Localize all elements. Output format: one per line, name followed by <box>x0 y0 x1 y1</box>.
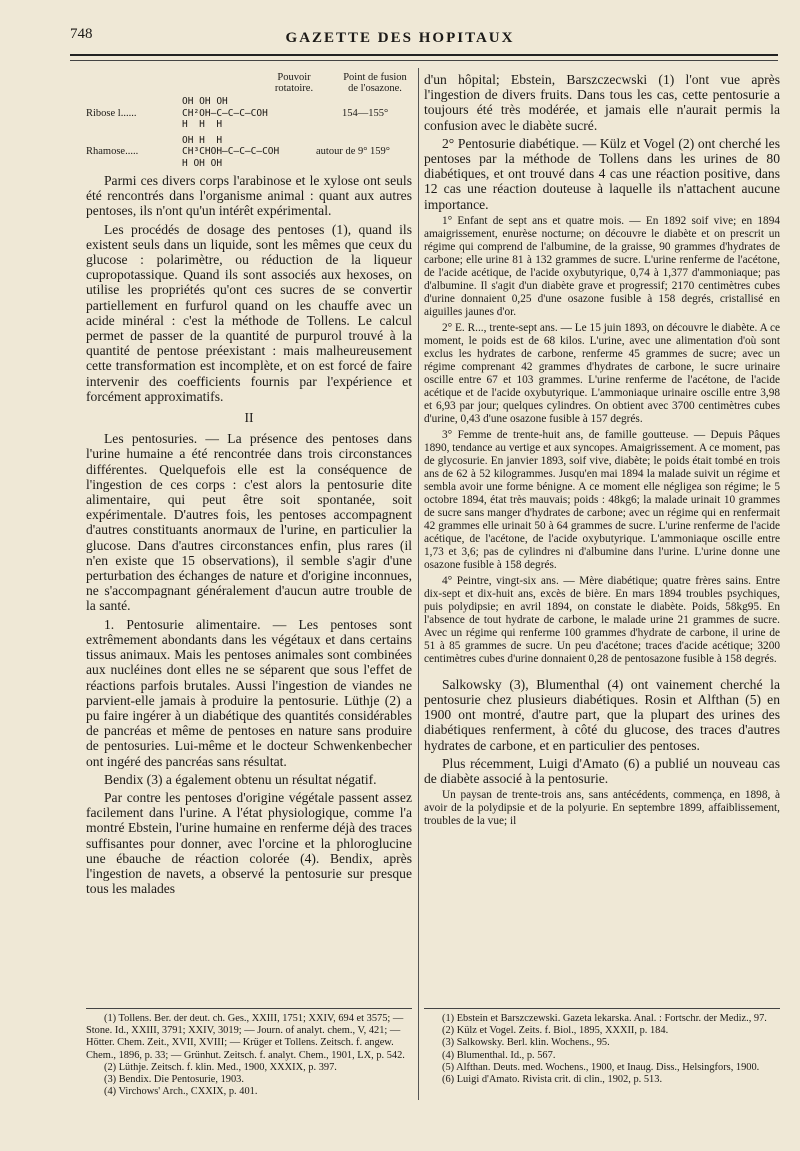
footnote: (3) Bendix. Die Pentosurie, 1903. <box>104 1074 244 1086</box>
column-divider <box>418 68 419 1100</box>
ribose-value: 154—155° <box>342 107 389 119</box>
rotatory-power-heading: Pouvoir rotatoire. <box>274 72 314 94</box>
rhamnose-value: autour de 9° 159° <box>316 146 391 157</box>
ribose-formula <box>86 96 412 131</box>
section-gap <box>424 669 780 677</box>
right-footnotes <box>424 1008 780 1086</box>
page-number: 748 <box>70 26 93 42</box>
rhamnose-top-groups: OH H H <box>182 134 223 146</box>
paragraph: 1. Pentosurie alimentaire. — Les pentoses sont extrêmement abondants dans les végétaux et dans certains tissus animaux. Mais les pentoses animales sont combinées aux nucléines dont elles ne se séparent que sous l'effet de réactions parfois brutales. Aussi l'ingestion de viandes ne parvient-elle jamais à produire la pentosurie. Lüthje (2) a pu faire ingérer à un diabétique des quantités considérables de pancréas et même de pentoses en nature sans produire de pentosuries. Lui-même et le docteur Schwenkenbecher ont ingéré des pancréas sans résultat. <box>86 616 412 769</box>
ribose-structure: CH²OH—C—C—C—COH <box>182 107 268 119</box>
paragraph: 2° Pentosurie diabétique. — Külz et Vogel (2) ont cherché les pentoses par la méthode de Tollens dans les urines de 80 diabétiques, et ont trouvé dans 4 cas une réaction positive, dans 12 cas une réaction douteuse à laquelle ils n'attachent aucune importance. <box>424 135 780 212</box>
header-rule-thin <box>70 60 778 61</box>
rhamnose-label: Rhamose..... <box>86 146 139 157</box>
footnote: (4) Virchows' Arch., CXXIX, p. 401. <box>104 1086 258 1098</box>
ribose-top-groups: OH OH OH <box>182 96 228 107</box>
paragraph: Plus récemment, Luigi d'Amato (6) a publié un nouveau cas de diabète associé à la pentosurie. <box>424 755 780 787</box>
ribose-label: Ribose l...... <box>86 107 137 119</box>
paragraph: Les pentosuries. — La présence des pentoses dans l'urine humaine a été rencontrée dans trois circonstances différentes. Quelquefois elle est la conséquence de l'ingestion de ces corps : c'est alors la pentosurie dite alimentaire, qui peut être soit spontanée, soit expérimentale. D'autres fois, les pentoses accompagnent d'autres constituants anormaux de l'urine, en particulier la glucose. Dans d'autres circonstances enfin, plus rares (il n'en existe que 15 observations), il semble s'agir d'une perturbation des échanges de nature et d'origine inconnues, ne s'accompagnant généralement d'aucun autre trouble de la santé. <box>86 431 412 614</box>
case-report: Un paysan de trente-trois ans, sans antécédents, commença, en 1898, à avoir de la polydipsie et de la polyurie. En septembre 1899, affaiblissement, troubles de la vue; il <box>424 789 780 828</box>
footnote: (1) Tollens. Ber. der deut. ch. Ges., XXIII, 1751; XXIV, 694 et 3575; — Stone. Id., XXIII, 3791; XXIV, 3019; — Journ. of analyt. chem., V, 421; — Hötter. Chem. Zeit., XVII, XVIII; — Krüger et Tollens. Zeitsch. f. angew. Chem., 1896, p. 33; — Grünhut. Zeitsch. f. analyt. Chem., 1901, LX, p. 542. <box>86 1013 405 1061</box>
paragraph: Parmi ces divers corps l'arabinose et le xylose ont seuls été rencontrés dans l'organisme animal : quant aux autres pentoses, ils n'ont qu'un intérêt expérimental. <box>86 173 412 219</box>
paragraph: Les procédés de dosage des pentoses (1), quand ils existent seuls dans un liquide, sont les mêmes que ceux du glucose : polarimètre, ou réduction de la liqueur cupropotassique. Quand ils sont associés aux hexoses, on utilise les propriétés qu'ont ces sucres de se convertir partiellement en furfurol quand on les chauffe avec un acide minéral : c'est la méthode de Tollens. Le calcul permet de passer de la quantité de purpurol trouvé à la quantité de pentose préexistant : mais malheureusement cette transformation est incomplète, et on est forcé de faire intervenir des coefficients fournis par l'expérience et forcément approximatifs. <box>86 221 412 404</box>
footnote: (6) Luigi d'Amato. Rivista crit. di clin., 1902, p. 513. <box>442 1074 663 1086</box>
paragraph: Bendix (3) a également obtenu un résultat négatif. <box>104 771 377 787</box>
rhamnose-bottom-groups: H OH OH <box>182 157 223 169</box>
footnote: (4) Blumenthal. Id., p. 567. <box>442 1049 556 1061</box>
case-report: 1° Enfant de sept ans et quatre mois. — En 1892 soif vive; en 1894 amaigrissement, enurèse nocturne; on découvre le diabète et on prescrit un régime qui comprend de l'albumine, de la graisse, 90 grammes d'hydrates de carbone; elle urine 81 à 132 grammes de sucre. L'urine renferme de l'acétone, de l'acide acétique, de l'acide oxybutyrique, 0,74 à 1,377 d'ammoniaque; pas d'albumine. Il s'agit d'un diabète grave et progressif; 2170 centimètres cubes d'urine donnaient 0,25 d'une osazone fusible à 158 degrés, cristallisé en aiguilles jaunes d'or. <box>424 214 780 318</box>
footnote: (2) Külz et Vogel. Zeits. f. Biol., 1895, XXXII, p. 184. <box>442 1025 669 1037</box>
paragraph: d'un hôpital; Ebstein, Barszczecwski (1) l'ont vue après l'ingestion de divers fruits. Dans tous les cas, cette pentosurie a toujours été très modérée, et jamais elle n'aurait permis la confusion avec le diabète sucré. <box>424 72 780 133</box>
left-column <box>86 72 412 899</box>
right-column <box>424 72 780 831</box>
footnote: (1) Ebstein et Barszczewski. Gazeta lekarska. Anal. : Fortschr. der Mediz., 97. <box>442 1013 767 1024</box>
ribose-bottom-groups: H H H <box>182 119 223 130</box>
pentose-table-header <box>86 72 412 94</box>
paragraph: Par contre les pentoses d'origine végétale passent assez facilement dans l'urine. A l'état physiologique, comme l'a montré Ebstein, l'urine humaine en renferme déjà des traces suffisantes pour donner, avec l'orcine et la phloroglucine une ébauche de réaction colorée (4). Bendix, après l'ingestion de navets, a observé la pentosurie sur presque tous les malades <box>86 789 412 897</box>
header-rule-thick <box>70 54 778 56</box>
case-report: 4° Peintre, vingt-six ans. — Mère diabétique; quatre frères sains. Entre dix-sept et dix-huit ans, excès de bière. En mars 1894 troubles psychiques, puis polydipsie; en avril 1894, on constate le diabète. Poids, 58kg95. En l'absence de tout hydrate de carbone, le malade urine 21 grammes de sucre. Avec un régime qui renferme 100 grammes d'hydrate de carbone, il urine de 51 à 85 grammes de sucre. Un peu d'acétone; traces d'acide acétique; 3200 centimètres cubes d'urine donnaient 0,28 de pentosazone fusible à 158 degrés. <box>424 574 780 665</box>
rhamnose-formula <box>86 135 412 170</box>
footnote: (3) Salkowsky. Berl. klin. Wochens., 95. <box>442 1037 610 1049</box>
journal-title: GAZETTE DES HOPITAUX <box>285 30 515 46</box>
footnote-rule <box>424 1008 780 1009</box>
case-report: 3° Femme de trente-huit ans, de famille goutteuse. — Depuis Pâques 1890, tendance au vertige et aux syncopes. Amaigrissement. A ce moment, pas de glycosurie. En janvier 1893, soif vive, diabète; le poids était tombé en trois ans de 62 à 52 kilogrammes. Jusqu'en mai 1894 la malade suivit un régime et sembla avoir une forme bénigne. A ce moment elle négligea son régime; le 5 octobre 1894, état très mauvais; poids : 48kg6; la malade urinait 10 grammes de sucre sans manger d'hydrates de carbone; avec un régime qui en renfermait 42 grammes elle urinait 50 à 64 grammes de sucre. L'urine renferme de l'acide acétique, de l'acétone, de l'acide oxybutyrique. L'ammoniaque oscille entre 1,73 et 3,6; pas de cylindres ni d'albumine dans l'urine. L'urine donne une osazone fusible à 158 degrés. <box>424 428 780 571</box>
left-footnotes <box>86 1008 412 1098</box>
melting-point-heading: Point de fusion de l'osazone. <box>343 72 407 94</box>
rhamnose-structure: CH³CHOH—C—C—C—COH <box>182 146 280 157</box>
footnote-rule <box>86 1008 412 1009</box>
case-report: 2° E. R..., trente-sept ans. — Le 15 juin 1893, on découvre le diabète. A ce moment, le poids est de 68 kilos. L'urine, avec une alimentation d'où sont exclus les hydrates de carbone, renferme 45 grammes de sucre; avec un régime comprenant 42 grammes d'hydrates de carbone, le sucre urinaire oscille entre 67 et 103 grammes. L'urine renferme de l'acétone, de l'acide acétique et de l'acide oxybutyrique. L'ammoniaque urinaire oscille entre 3,98 et 6,93 par jour; quelques cylindres. On obtient avec 3700 centimètres cubes d'urine, 0,43 d'une osazone fusible à 157 degrés. <box>424 321 780 425</box>
footnote: (5) Alfthan. Deuts. med. Wochens., 1900, et Inaug. Diss., Helsingfors, 1900. <box>442 1061 760 1073</box>
footnote: (2) Lüthje. Zeitsch. f. klin. Med., 1900, XXXIX, p. 397. <box>104 1061 337 1073</box>
section-number: II <box>244 410 254 426</box>
paragraph: Salkowsky (3), Blumenthal (4) ont vainement cherché la pentosurie chez plusieurs diabétiques. Rosin et Alfthan (5) en 1900 ont montré, d'autre part, que la plupart des urines des diabétiques renferment, à côté du glucose, des traces d'autres hydrates de carbone, et en particulier des pentoses. <box>424 676 780 753</box>
